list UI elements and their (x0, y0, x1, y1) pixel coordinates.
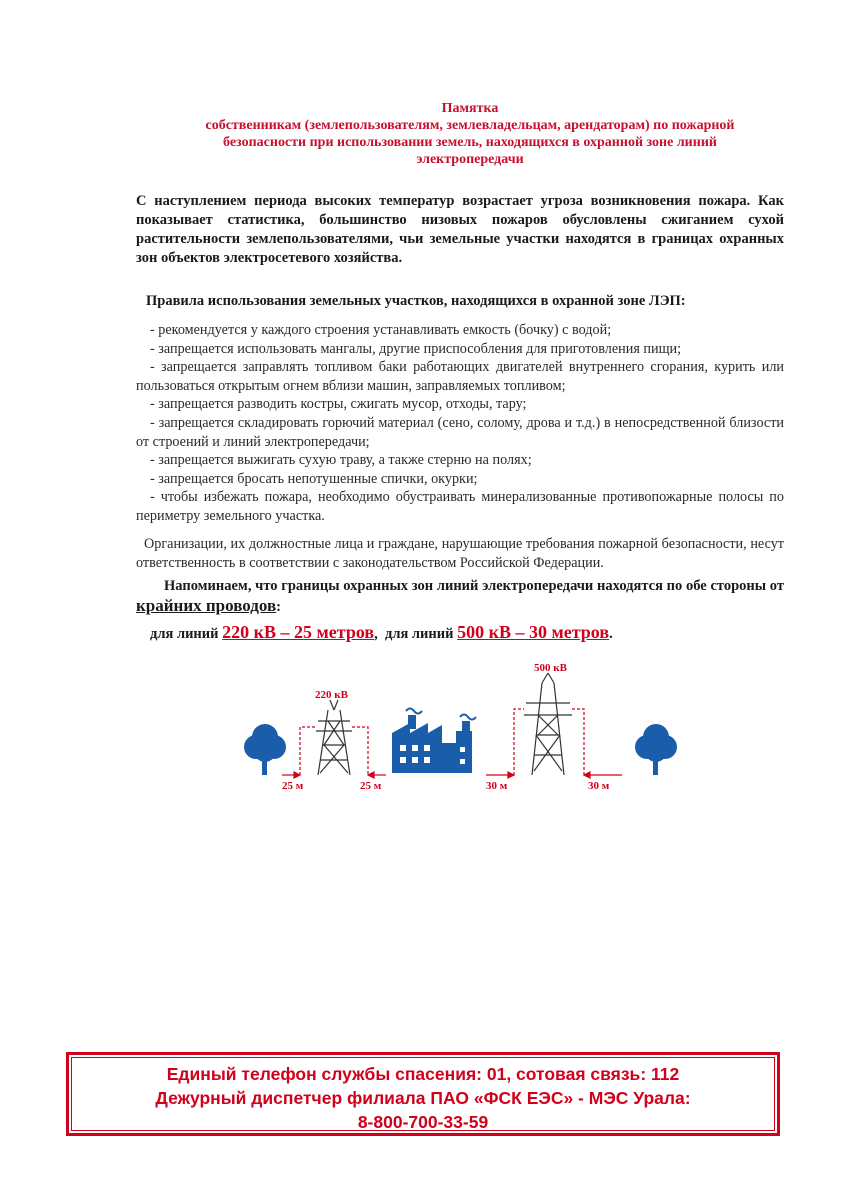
tower-500kv-icon (524, 673, 572, 775)
reminder-colon: : (276, 599, 281, 615)
tree-icon (244, 724, 286, 775)
factory-icon (392, 715, 472, 773)
rule-item: - запрещается бросать непотушенные спички, окурки; (150, 470, 478, 487)
emergency-phone: 8-800-700-33-59 (357, 1112, 489, 1132)
rule-item: - запрещается разводить костры, сжигать мусор, отходы, тару; (150, 396, 527, 413)
emergency-contacts-box (66, 1052, 780, 1136)
lines-dot: . (609, 626, 613, 642)
reminder-text: Напоминаем, что границы охранных зон линий электропередачи находятся по обе стороны от (164, 578, 784, 594)
tree-icon (635, 724, 677, 775)
rule-item: - рекомендуется у каждого строения устанавливать емкость (бочку) с водой; (150, 322, 612, 338)
title-line-4: электропередачи (416, 152, 524, 167)
responsibility-paragraph: Организации, их должностные лица и граждане, нарушающие требования пожарной безопасности, несут ответственность в соответствии с законодательством Российской Федерации. (136, 536, 784, 571)
distance-label: 30 м (486, 780, 508, 792)
rule-item: - чтобы избежать пожара, необходимо обустраивать минерализованные противопожарные полосы по периметру земельного участка. (136, 489, 784, 524)
intro-paragraph: С наступлением периода высоких температур возрастает угроза возникновения пожара. Как показывает статистика, большинство низовых пожаров обусловлены сжиганием сухой растительности землепользователями, чьи земельные участки находятся в границах охранных зон объектов электросетевого хозяйства. (136, 193, 784, 266)
emergency-line-1: Единый телефон службы спасения: 01, сотовая связь: 112 (166, 1064, 680, 1084)
rule-item: - запрещается использовать мангалы, другие приспособления для приготовления пищи; (150, 340, 682, 357)
emergency-contacts (71, 1057, 775, 1131)
label-220kv: 220 кВ (315, 689, 348, 701)
reminder-emphasis: крайних проводов (136, 596, 277, 615)
distance-220kv: 220 кВ – 25 метров (222, 622, 375, 642)
distance-label: 25 м (360, 780, 382, 792)
rule-item: - запрещается складировать горючий материал (сено, солому, дрова и т.д.) в непосредственной близости от строений и линий электропередачи; (136, 414, 784, 450)
document-title (100, 100, 840, 168)
distance-500kv: 500 кВ – 30 метров (457, 622, 610, 642)
tower-220kv-icon (316, 700, 352, 775)
title-line-3: безопасности при использовании земель, находящихся в охранной зоне линий (223, 135, 717, 150)
rules-list (136, 321, 784, 526)
distance-label: 25 м (282, 780, 304, 792)
rules-heading: Правила использования земельных участков, находящихся в охранной зоне ЛЭП: (146, 293, 686, 309)
lines-distances (150, 620, 750, 646)
protection-zone-diagram (230, 655, 690, 805)
reminder-paragraph (136, 576, 784, 617)
emergency-line-2: Дежурный диспетчер филиала ПАО «ФСК ЕЭС» - МЭС Урала: (155, 1088, 691, 1108)
rule-item: - запрещается выжигать сухую траву, а также стерню на полях; (150, 452, 532, 469)
rule-item: - запрещается заправлять топливом баки работающих двигателей внутреннего сгорания, курить или пользоваться открытым огнем вблизи машин, заправляемых топливом; (136, 359, 784, 394)
title-line-1: Памятка (441, 101, 499, 116)
lines-separator: , для линий (374, 626, 454, 642)
title-line-2: собственникам (землепользователям, землевладельцам, арендаторам) по пожарной (205, 118, 735, 133)
label-500kv: 500 кВ (534, 662, 567, 674)
distance-label: 30 м (588, 780, 610, 792)
lines-prefix-1: для линий (150, 626, 219, 642)
